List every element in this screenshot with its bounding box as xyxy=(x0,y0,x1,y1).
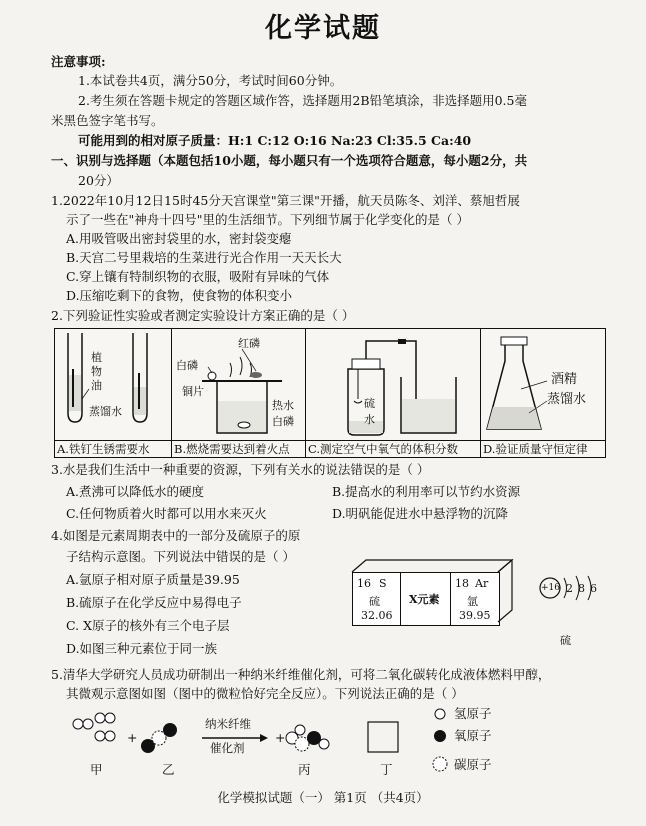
sulfur-nucleus-charge: +16 xyxy=(541,583,560,593)
label-white-phosphorus-top: 白磷 xyxy=(176,359,198,372)
q4-option-a: A.氩原子相对原子质量是39.95 xyxy=(66,572,240,587)
q2-figure-a xyxy=(54,328,173,458)
page-title: 化学试题 xyxy=(265,13,381,44)
q2-figure-b xyxy=(171,328,307,458)
label-oil: 油 xyxy=(91,379,102,392)
q2-caption-d: D.验证质量守恒定律 xyxy=(481,440,605,457)
carbon-legend-icon xyxy=(433,757,447,771)
notice-line-2b: 米黑色签字笔书写。 xyxy=(51,113,164,128)
sulfur-shell-3: 6 xyxy=(590,582,597,595)
arrow-head xyxy=(260,734,268,742)
label-plant-2: 物 xyxy=(91,365,102,378)
sulfur-symbol: S xyxy=(379,577,387,590)
q2-figure-c xyxy=(305,328,482,458)
section-1-heading-cont: 20分） xyxy=(78,173,119,188)
label-plant: 植 xyxy=(91,351,102,364)
label-ding: 丁 xyxy=(380,762,393,777)
q5-stem-cont: 其微观示意图如图（图中的微粒恰好完全反应）。下列说法正确的是（ ） xyxy=(66,686,464,701)
argon-name: 氩 xyxy=(467,595,478,608)
label-sulfur: 硫 xyxy=(364,397,375,410)
q3-option-b: B.提高水的利用率可以节约水资源 xyxy=(332,484,521,499)
notice-line-2a: 2.考生须在答题卡规定的答题区域作答，选择题用2B铅笔填涂，非选择题用0.5毫 xyxy=(78,93,527,108)
hydrogen-legend-icon xyxy=(435,709,445,719)
sulfur-shell-2: 8 xyxy=(578,582,585,595)
atomic-masses: 可能用到的相对原子质量：H:1 C:12 O:16 Na:23 Cl:35.5 Ca:40 xyxy=(78,133,472,148)
argon-mass: 39.95 xyxy=(459,609,491,622)
label-distilled-water: 蒸馏水 xyxy=(89,405,122,418)
plus-sign-1: + xyxy=(127,730,138,745)
q3-stem: 3.水是我们生活中一种重要的资源，下列有关水的说法错误的是（ ） xyxy=(51,462,430,477)
q5-stem: 5.清华大学研究人员成功研制出一种纳米纤维催化剂，可将二氧化碳转化成液体燃料甲醇， xyxy=(51,667,551,682)
notice-heading: 注意事项: xyxy=(51,54,106,69)
legend-carbon: 碳原子 xyxy=(454,757,492,772)
q1-option-c: C.穿上镶有特制织物的衣服，吸附有异味的气体 xyxy=(66,269,330,284)
q2-caption-c: C.测定空气中氧气的体积分数 xyxy=(306,440,481,457)
q1-option-b: B.天宫二号里栽培的生菜进行光合作用一天天长大 xyxy=(66,250,342,265)
plus-sign-2: + xyxy=(275,730,286,745)
q4-option-b: B.硫原子在化学反应中易得电子 xyxy=(66,595,242,610)
page-footer: 化学模拟试题（一） 第1页 （共4页） xyxy=(217,790,429,805)
label-hot-water: 热水 xyxy=(272,399,294,412)
q3-option-d: D.明矾能促进水中悬浮物的沉降 xyxy=(332,506,509,521)
element-cell-sulfur xyxy=(352,572,402,626)
argon-number: 18 xyxy=(455,577,469,590)
reactant-jia-molecules xyxy=(73,713,115,741)
label-white-phosphorus-bottom: 白磷 xyxy=(272,415,294,428)
product-ding-box xyxy=(368,722,398,752)
catalyst-label-top: 纳米纤维 xyxy=(205,717,251,731)
label-bing: 丙 xyxy=(298,762,311,777)
q2-stem: 2.下列验证性实验或者测定实验设计方案正确的是（ ） xyxy=(51,308,355,323)
conservation-of-mass-diagram xyxy=(481,329,605,441)
q1-option-d: D.压缩吃剩下的食物，使食物的体积变小 xyxy=(66,288,293,303)
periodic-table-side xyxy=(498,560,512,614)
label-copper-sheet: 铜片 xyxy=(182,385,204,398)
q1-stem: 1.2022年10月12日15时45分天宫课堂"第三课"开播，航天员陈冬、刘洋、蔡旭哲展 xyxy=(51,193,520,208)
x-element-name: X元素 xyxy=(409,593,440,606)
argon-symbol: Ar xyxy=(475,577,489,590)
sulfur-atom-label: 硫 xyxy=(560,634,571,647)
legend-hydrogen: 氢原子 xyxy=(454,706,492,721)
q4-option-d: D.如图三种元素位于同一族 xyxy=(66,641,218,656)
element-cell-x xyxy=(400,572,452,626)
sulfur-mass: 32.06 xyxy=(361,609,393,622)
oxygen-measurement-diagram xyxy=(306,329,481,441)
label-red-phosphorus: 红磷 xyxy=(238,337,260,350)
legend-swatches xyxy=(432,706,452,778)
catalyst-label-bottom: 催化剂 xyxy=(210,741,245,755)
q4-stem-cont: 子结构示意图。下列说法中错误的是（ ） xyxy=(66,549,295,564)
label-alcohol: 酒精 xyxy=(551,372,578,387)
q3-option-a: A.煮沸可以降低水的硬度 xyxy=(66,484,205,499)
label-jia: 甲 xyxy=(90,762,103,777)
q1-option-a: A.用吸管吸出密封袋里的水，密封袋变瘪 xyxy=(66,231,292,246)
q2-figure-d xyxy=(480,328,606,458)
q2-caption-a: A.铁钉生锈需要水 xyxy=(55,440,172,457)
notice-line-1: 1.本试卷共4页，满分50分，考试时间60分钟。 xyxy=(78,73,343,88)
q1-stem-cont: 示了一些在"神舟十四号"里的生活细节。下列细节属于化学变化的是（ ） xyxy=(66,212,469,227)
q3-option-c: C.任何物质着火时都可以用水来灭火 xyxy=(66,506,267,521)
product-bing-molecule xyxy=(286,725,329,751)
reactant-yi-molecule xyxy=(141,723,177,753)
sulfur-name: 硫 xyxy=(369,595,380,608)
legend-oxygen: 氧原子 xyxy=(454,728,492,743)
q4-option-c: C. X原子的核外有三个电子层 xyxy=(66,618,230,633)
label-distilled-water-d: 蒸馏水 xyxy=(547,392,587,407)
test-tubes-diagram xyxy=(55,329,172,441)
q4-stem: 4.如图是元素周期表中的一部分及硫原子的原 xyxy=(51,528,301,543)
element-cell-argon xyxy=(450,572,500,626)
sulfur-number: 16 xyxy=(357,577,371,590)
oxygen-legend-icon xyxy=(434,730,446,742)
label-yi: 乙 xyxy=(162,762,175,777)
q2-caption-b: B.燃烧需要达到着火点 xyxy=(172,440,306,457)
label-water: 水 xyxy=(364,413,375,426)
sulfur-shell-1: 2 xyxy=(566,582,573,595)
section-1-heading: 一、识别与选择题（本题包括10小题，每小题只有一个选项符合题意，每小题2分，共 xyxy=(51,153,528,168)
